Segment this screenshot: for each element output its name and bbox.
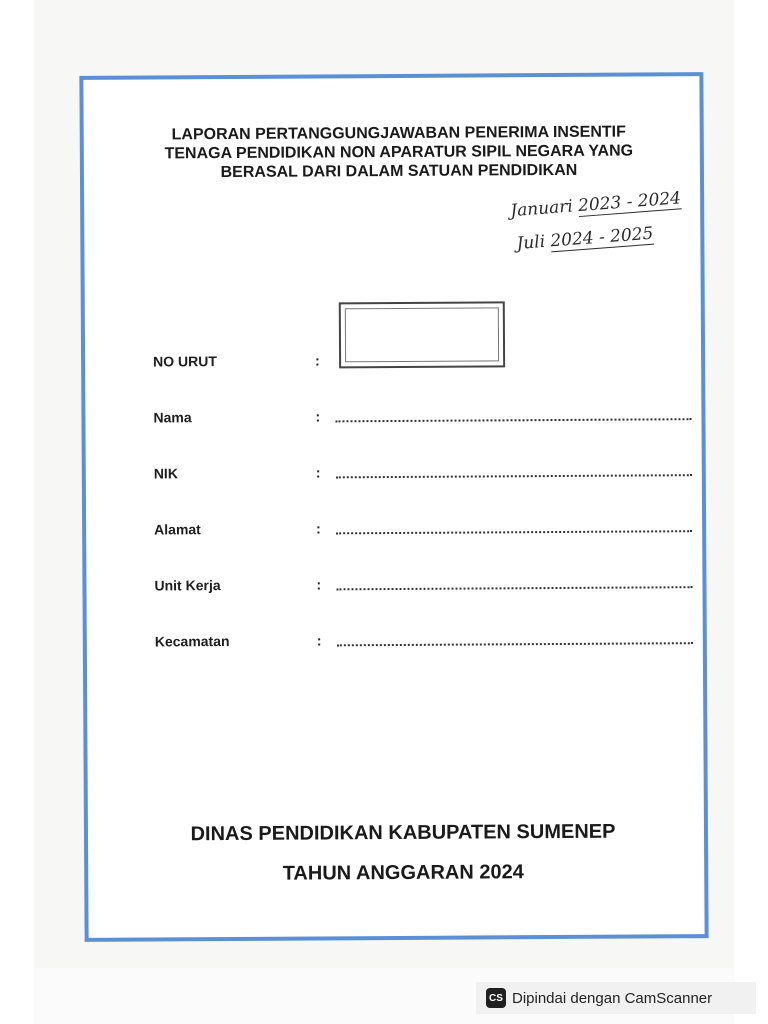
field-label: Unit Kerja — [154, 577, 221, 594]
field-label: NIK — [153, 465, 178, 482]
field-colon: : — [315, 464, 321, 481]
field-label: Nama — [153, 409, 192, 426]
field-label: NO URUT — [153, 353, 217, 370]
footer-institution: DINAS PENDIDIKAN KABUPATEN SUMENEP — [190, 820, 616, 846]
camscanner-icon: CS — [486, 988, 506, 1008]
field-row-nik — [154, 462, 694, 485]
field-colon: : — [315, 408, 321, 425]
field-row-nama — [153, 406, 693, 429]
dotted-fill-line — [337, 642, 693, 646]
field-label: Alamat — [154, 521, 201, 538]
dotted-fill-line — [336, 530, 692, 534]
dotted-fill-line — [335, 418, 691, 422]
field-label: Kecamatan — [154, 633, 230, 650]
field-colon: : — [315, 352, 320, 369]
field-colon: : — [316, 632, 322, 649]
field-row-unit-kerja — [154, 574, 694, 597]
dotted-fill-line — [336, 586, 692, 590]
footer-fiscal-year: TAHUN ANGGARAN 2024 — [282, 861, 524, 885]
handwritten-note-2 — [516, 224, 654, 254]
field-row-kecamatan — [155, 630, 695, 653]
handwritten-value-2: 2024 - 2025 — [549, 223, 655, 252]
field-colon: : — [316, 576, 322, 593]
handwritten-label-1: Januari — [509, 196, 574, 222]
field-colon: : — [316, 520, 321, 537]
document-frame — [79, 72, 708, 942]
handwritten-value-1: 2023 - 2024 — [577, 188, 682, 217]
camscanner-badge — [476, 982, 756, 1014]
document-title: LAPORAN PERTANGGUNGJAWABAN PENERIMA INSENTIF TENAGA PENDIDIKAN NON APARATUR SIPIL NEGARA YANG BERASAL DARI DALAM SATUAN PENDIDIKAN — [164, 123, 634, 182]
camscanner-text: Dipindai dengan CamScanner — [512, 989, 713, 1007]
field-row-alamat — [154, 518, 694, 541]
dotted-fill-line — [336, 474, 692, 478]
handwritten-label-2: Juli — [515, 231, 546, 255]
handwritten-note-1 — [510, 188, 682, 221]
field-row-no-urut — [153, 350, 693, 373]
